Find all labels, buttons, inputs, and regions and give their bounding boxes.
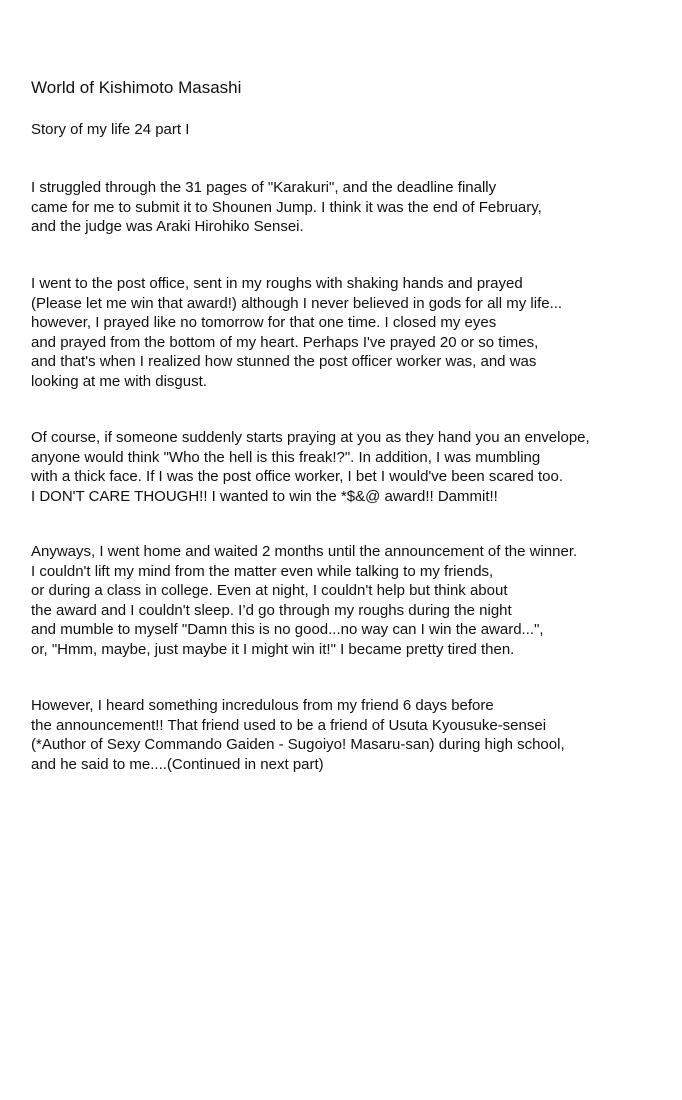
paragraph-line: and he said to me....(Continued in next part) [31, 755, 324, 773]
paragraph-line: However, I heard something incredulous from my friend 6 days before [31, 697, 494, 714]
paragraph-line: and prayed from the bottom of my heart. Perhaps I've prayed 20 or so times, [31, 333, 539, 351]
paragraph-line: with a thick face. If I was the post office worker, I bet I would've been scared too. [31, 468, 564, 485]
paragraph-line: I struggled through the 31 pages of "Karakuri", and the deadline finally [31, 179, 497, 196]
paragraph-line: (Please let me win that award!) although I never believed in gods for all my life... [31, 294, 563, 312]
paragraph-1 [31, 178, 542, 237]
paragraph-5 [31, 696, 565, 774]
paragraph-line: Anyways, I went home and waited 2 months until the announcement of the winner. [31, 543, 578, 560]
paragraph-4 [31, 542, 577, 659]
paragraph-line: or during a class in college. Even at night, I couldn't help but think about [31, 582, 508, 599]
paragraph-line: anyone would think "Who the hell is this freak!?". In addition, I was mumbling [31, 448, 541, 466]
paragraph-line: looking at me with disgust. [31, 372, 207, 390]
paragraph-line: or, "Hmm, maybe, just maybe it I might win it!" I became pretty tired then. [31, 640, 515, 658]
paragraph-2 [31, 274, 562, 391]
page-title: World of Kishimoto Masashi [31, 78, 242, 97]
paragraph-line: (*Author of Sexy Commando Gaiden - Sugoiyo! Masaru-san) during high school, [31, 736, 565, 753]
paragraph-line: I went to the post office, sent in my roughs with shaking hands and prayed [31, 275, 523, 292]
paragraph-line: the announcement!! That friend used to be a friend of Usuta Kyousuke-sensei [31, 716, 547, 734]
paragraph-line: however, I prayed like no tomorrow for that one time. I closed my eyes [31, 314, 497, 331]
paragraph-3 [31, 428, 590, 506]
paragraph-line: I DON'T CARE THOUGH!! I wanted to win the *$&@ award!! Dammit!! [31, 487, 498, 505]
paragraph-line: and the judge was Araki Hirohiko Sensei. [31, 218, 304, 235]
paragraph-line: came for me to submit it to Shounen Jump. I think it was the end of February, [31, 198, 542, 216]
paragraph-line: the award and I couldn't sleep. I’d go through my roughs during the night [31, 601, 512, 619]
paragraph-line: and that's when I realized how stunned the post officer worker was, and was [31, 353, 537, 370]
paragraph-line: I couldn't lift my mind from the matter even while talking to my friends, [31, 562, 494, 580]
page-subtitle: Story of my life 24 part I [31, 121, 190, 138]
paragraph-line: Of course, if someone suddenly starts praying at you as they hand you an envelope, [31, 429, 590, 446]
paragraph-line: and mumble to myself "Damn this is no good...no way can I win the award...", [31, 621, 544, 638]
